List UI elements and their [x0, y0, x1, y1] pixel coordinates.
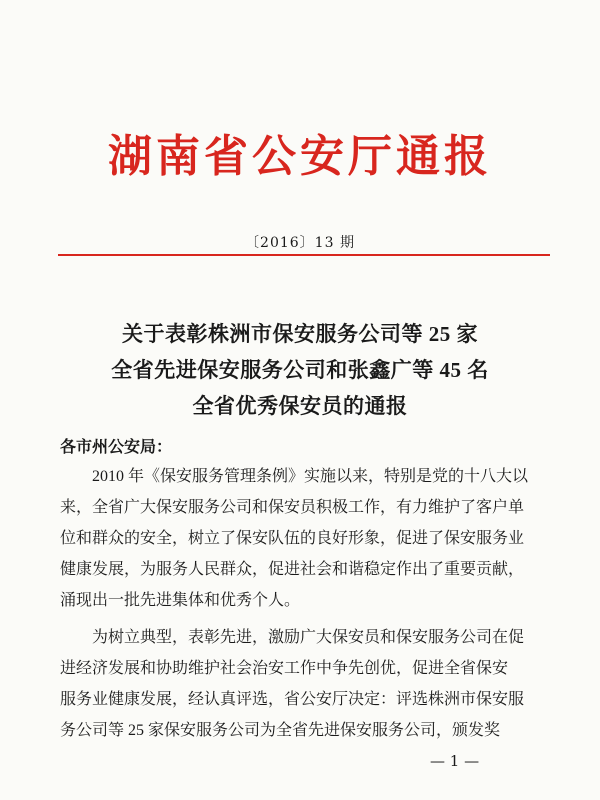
salutation: 各市州公安局：: [60, 437, 173, 456]
body-line: 务公司等 25 家保安服务公司为全省先进保安服务公司，颁发奖: [60, 722, 501, 739]
body-line: 健康发展，为服务人民群众，促进社会和谐稳定作出了重要贡献，: [60, 561, 525, 578]
body-line: 涌现出一批先进集体和优秀个人。: [60, 592, 301, 609]
issue-number: 〔2016〕13 期: [245, 235, 355, 251]
body-line: 2010 年《保安服务管理条例》实施以来，特别是党的十八大以: [92, 468, 529, 485]
document-title: 湖南省公安厅通报: [108, 131, 492, 182]
body-line: 进经济发展和协助维护社会治安工作中争先创优，促进全省保安: [60, 660, 509, 677]
notice-heading-line: 关于表彰株洲市保安服务公司等 25 家: [122, 322, 478, 346]
notice-heading-line: 全省先进保安服务公司和张鑫广等 45 名: [111, 358, 489, 382]
notice-heading: [0, 316, 600, 424]
body-paragraph-2: [60, 622, 550, 746]
notice-heading-line: 全省优秀保安员的通报: [192, 394, 408, 418]
body-line: 位和群众的安全，树立了保安队伍的良好形象，促进了保安服务业: [60, 530, 525, 547]
page-number: — 1 —: [430, 752, 480, 770]
body-line: 来，全省广大保安服务公司和保安员积极工作，有力维护了客户单: [60, 499, 525, 516]
red-divider-line: [58, 254, 550, 256]
body-line: 服务业健康发展，经认真评选，省公安厅决定：评选株洲市保安服: [60, 691, 525, 708]
body-line: 为树立典型，表彰先进，激励广大保安员和保安服务公司在促: [92, 629, 525, 646]
body-paragraph-1: [60, 461, 550, 616]
